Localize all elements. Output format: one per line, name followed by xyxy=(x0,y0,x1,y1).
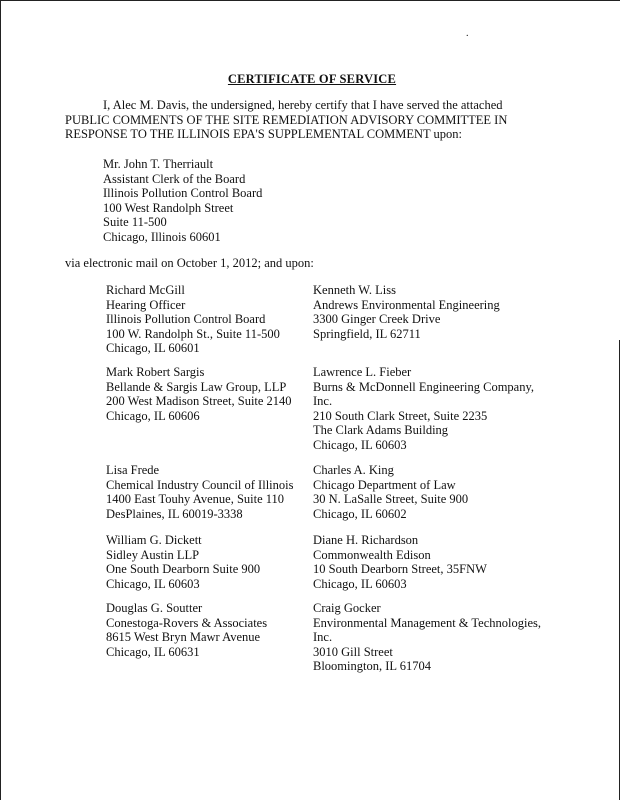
address-line: Bellande & Sargis Law Group, LLP xyxy=(106,379,287,394)
address-line: Conestoga-Rovers & Associates xyxy=(106,615,268,630)
recipient-name: Douglas G. Soutter xyxy=(106,601,203,615)
address-line: Chicago, IL 60606 xyxy=(106,408,200,423)
recipient-name: Charles A. King xyxy=(313,463,394,477)
address-line: 200 West Madison Street, Suite 2140 xyxy=(106,394,292,408)
address-line: 100 W. Randolph St., Suite 11-500 xyxy=(106,326,280,341)
address-line: 1400 East Touhy Avenue, Suite 110 xyxy=(106,492,285,506)
intro-paragraph xyxy=(65,98,545,142)
address-line: Mr. John T. Therriault xyxy=(103,157,214,171)
corner-mark: . xyxy=(466,28,469,39)
address-line: Illinois Pollution Control Board xyxy=(106,312,266,326)
address-line: 3300 Ginger Creek Drive xyxy=(313,312,441,326)
recipient-name: Kenneth W. Liss xyxy=(313,283,396,297)
address-line: 3010 Gill Street xyxy=(313,644,393,659)
address-line: Burns & McDonnell Engineering Company, xyxy=(313,379,535,394)
recipient-block-left-4 xyxy=(106,533,260,591)
address-line: 210 South Clark Street, Suite 2235 xyxy=(313,408,488,423)
recipient-block-right-4 xyxy=(313,533,487,591)
page-border-left xyxy=(0,0,1,800)
intro-line-3: RESPONSE TO THE ILLINOIS EPA'S SUPPLEMENTAL COMMENT upon: xyxy=(65,127,463,141)
address-line: Chicago, IL 60631 xyxy=(106,644,200,659)
recipient-block-left-1 xyxy=(106,283,280,356)
recipient-name: Richard McGill xyxy=(106,283,185,297)
address-line: Chicago, IL 60602 xyxy=(313,506,407,521)
address-line: Illinois Pollution Control Board xyxy=(103,186,263,200)
recipient-block-right-5 xyxy=(313,601,541,674)
address-line: Sidley Austin LLP xyxy=(106,547,200,562)
recipient-name: Lawrence L. Fieber xyxy=(313,365,412,379)
address-line: Chicago, IL 60603 xyxy=(313,437,407,452)
recipient-block-left-2 xyxy=(106,365,292,423)
recipient-block-right-3 xyxy=(313,463,468,521)
recipient-block-left-5 xyxy=(106,601,267,659)
recipient-name: Craig Gocker xyxy=(313,601,381,615)
recipient-name: Lisa Frede xyxy=(106,463,160,477)
address-line: Springfield, IL 62711 xyxy=(313,326,421,341)
address-line: 30 N. LaSalle Street, Suite 900 xyxy=(313,492,469,506)
address-line: Andrews Environmental Engineering xyxy=(313,297,500,312)
document-title: CERTIFICATE OF SERVICE xyxy=(227,72,397,86)
address-line: Environmental Management & Technologies, xyxy=(313,615,542,630)
primary-recipient-address xyxy=(103,157,262,244)
address-line: 8615 West Bryn Mawr Avenue xyxy=(106,630,261,644)
address-line: DesPlaines, IL 60019-3338 xyxy=(106,506,243,521)
address-line: Chicago, IL 60601 xyxy=(106,341,200,355)
page-border-top xyxy=(0,0,620,1)
address-line: Chemical Industry Council of Illinois xyxy=(106,477,294,492)
address-line: 100 West Randolph Street xyxy=(103,200,234,215)
recipient-name: Mark Robert Sargis xyxy=(106,365,205,379)
recipient-block-right-2 xyxy=(313,365,534,452)
address-line: Suite 11-500 xyxy=(103,215,167,229)
intro-line-1: I, Alec M. Davis, the undersigned, hereby certify that I have served the attached xyxy=(103,98,503,112)
address-line: Inc. xyxy=(313,394,333,408)
address-line: Chicago, IL 60603 xyxy=(106,576,200,591)
page-border-right xyxy=(619,340,620,800)
recipient-name: William G. Dickett xyxy=(106,533,202,547)
address-line: Chicago Department of Law xyxy=(313,477,456,492)
address-line: 10 South Dearborn Street, 35FNW xyxy=(313,562,487,576)
address-line: One South Dearborn Suite 900 xyxy=(106,562,261,576)
address-line: Commonwealth Edison xyxy=(313,547,431,562)
recipient-block-left-3 xyxy=(106,463,293,521)
address-line: Bloomington, IL 61704 xyxy=(313,659,431,673)
address-line: Assistant Clerk of the Board xyxy=(103,171,246,186)
address-line: Chicago, Illinois 60601 xyxy=(103,229,221,244)
address-line: Chicago, IL 60603 xyxy=(313,576,407,591)
via-text: via electronic mail on October 1, 2012; and upon: xyxy=(65,256,314,270)
intro-line-2: PUBLIC COMMENTS OF THE SITE REMEDIATION ADVISORY COMMITTEE IN xyxy=(65,112,508,127)
address-line: The Clark Adams Building xyxy=(313,423,449,437)
recipient-block-right-1 xyxy=(313,283,500,341)
recipient-name: Diane H. Richardson xyxy=(313,533,419,547)
address-line: Hearing Officer xyxy=(106,297,186,312)
address-line: Inc. xyxy=(313,630,333,644)
